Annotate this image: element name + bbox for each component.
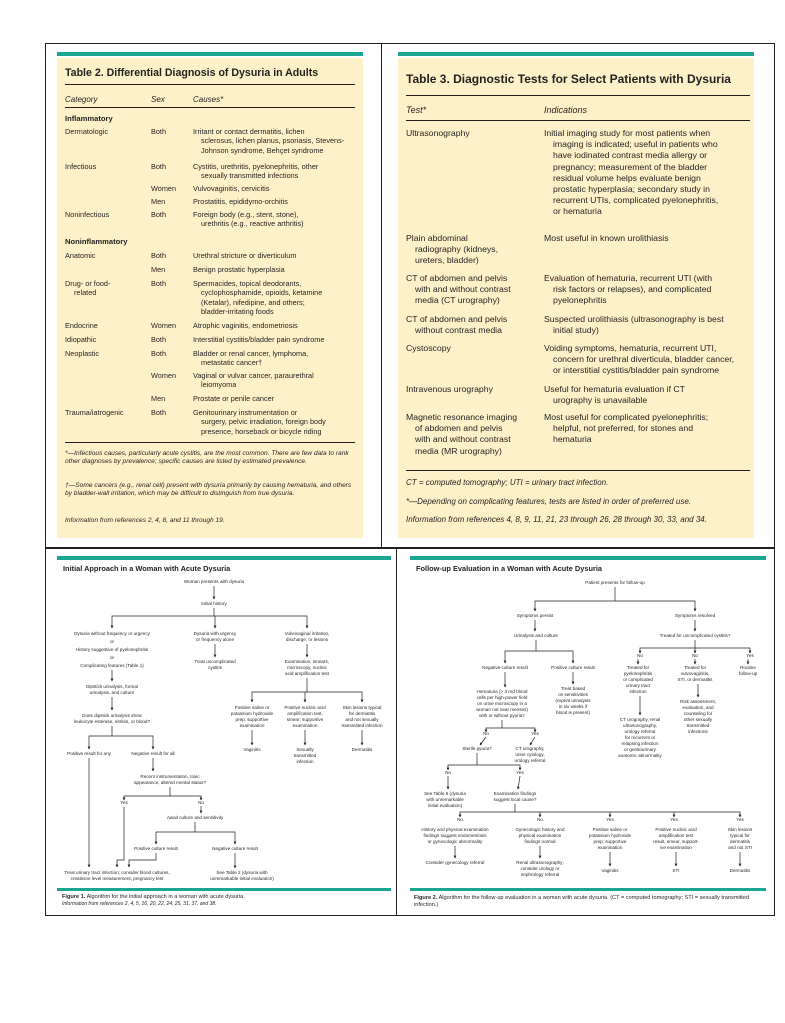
flowchart-node-label: potassium hydroxide (230, 711, 274, 716)
table3-footnote-3: Information from references 4, 8, 9, 11, 21, 23 through 26, 28 through 30, 33, and 34. (406, 515, 707, 524)
flowchart-node-label: anatomic abnormality (618, 753, 662, 758)
flowchart-node-label: pyelonephritis (623, 671, 653, 676)
flowchart-node-label: Skin lesions typical (342, 705, 382, 710)
flowchart-node-label: for recurrent or (624, 735, 656, 740)
flowchart-node-label: Treat uncomplicated (194, 659, 236, 664)
flowchart-node-label: No (483, 731, 489, 736)
flowchart-node-label: and not sexually (345, 717, 379, 722)
table2-bottom-rule (65, 442, 355, 443)
flowchart-node-label: dermatitis (730, 839, 750, 844)
flowchart-node-label: See Table 5 (dysuria (424, 791, 466, 796)
flowchart-node-label: Await culture and sensitivity (166, 815, 224, 820)
flowchart-node-label: urinalysis, and culture (89, 690, 135, 695)
table2-header-category: Category (65, 95, 98, 104)
flowchart-node-label: Examination findings (493, 791, 537, 796)
flowchart-node-label: Positive nucleic acid (284, 705, 326, 710)
flowchart-node-label: Yes (746, 653, 754, 658)
flowchart-node-label: suggest local cause? (493, 797, 537, 802)
table3-footnote-1: CT = computed tomography; UTI = urinary tract infection. (406, 478, 609, 487)
flowchart-node-label: Patient presents for follow-up (585, 580, 645, 585)
flowchart-node-label: for dermatitis (348, 711, 376, 716)
flowchart-node-label: Positive result for any (67, 751, 111, 756)
bottom-divider (396, 548, 397, 916)
flowchart-node-label: Sexually (296, 747, 314, 752)
table3: Table 3. Diagnostic Tests for Select Patients with Dysuria Test* Indications Ultrasonography Initial imaging study for most patients when imaging is indicated; useful in patients who have iodinated contrast media allergy or pregnancy; measurement of the bladder residual volume helps evaluate benign prostatic hyperplasia; secondary study in recurrent UTIs, complicated pyelonephritis, or hematuria Plain abdominal radiography (kidneys, ureters, bladder) Most useful in known urolithiasis CT of abdomen and pelvis with and without contrast media (CT urography) Evaluation of hematuria, recurrent UTI (with risk factors or relapses), and complicated pyelonephritis CT of abdomen and pelvis without contrast media Suspected urolithiasis (ultrasonography is best initial study) Cystoscopy Voiding symptoms, hematuria, recurrent UTI, concern for urethral diverticula, bladder cancer, or interstitial cystitis/bladder pain syndrome Intravenous urography Useful for hematuria evaluation if CT urography is unavailable Magnetic resonance imaging of abdomen and pelvis with and without contrast media (MR urography) Most useful for complicated pyelonephritis; helpful, not preferred, for stones and hematuria CT = computed tomography; UTI = urinary tract infection. *—Depending on complicating features, tests are listed in order of preferred use. Information from references 4, 8, 9, 11, 21, 23 through 26, 28 through 30, 33, and 34. (398, 58, 754, 538)
flowchart-node-label: Vulvovaginal irritation, (284, 631, 330, 636)
flowchart-node-label: Initial history (201, 601, 227, 606)
flowchart-node-label: nephrology referral (520, 872, 560, 877)
flowchart-node-label: Treated for uncomplicated cystitis? (659, 633, 731, 638)
figure1-flowchart (57, 560, 391, 890)
flowchart-node-label: Yes (531, 731, 539, 736)
flowchart-node-label: See Table 2 (dysuria with (216, 870, 268, 875)
flowchart-node-label: findings normal (524, 839, 556, 844)
flowchart-node-label: Treat based (560, 686, 586, 691)
flowchart-node-label: Negative culture result (212, 846, 258, 851)
flowchart-node-label: Negative culture result (482, 665, 528, 670)
flowchart-node-label: History suggestive of pyelonephritis (75, 647, 149, 652)
flowchart-node-label: CT urography, (515, 746, 545, 751)
table3-title-rule (406, 95, 750, 96)
table3-header-test: Test* (406, 105, 427, 115)
flowchart-node-label: or (109, 639, 115, 644)
flowchart-node-label: physical examination (518, 833, 562, 838)
flowchart-node-label: Skin lesions (727, 827, 753, 832)
flowchart-node-label: and not STI (728, 845, 752, 850)
table3-header-indications: Indications (544, 105, 588, 115)
flowchart-node-label: Yes (736, 817, 744, 822)
table3-footnote-2: *—Depending on complicating features, tests are listed in order of preferred use. (406, 497, 692, 506)
flowchart-node-label: infection (296, 759, 314, 764)
flowchart-node-label: Complicating features (Table 1) (80, 663, 144, 668)
flowchart-node-label: Dysuria with urgency (193, 631, 237, 636)
flowchart-node-label: counseling for (683, 711, 713, 716)
flowchart-node-label: Routine (740, 665, 756, 670)
flowchart-node-label: smear; supportive (286, 717, 324, 722)
flowchart-node-label: typical for (730, 833, 750, 838)
flowchart-node-label: STI (672, 868, 680, 873)
flowchart-node-label: examination (292, 723, 318, 728)
flowchart-node-label: on sensitivities (558, 692, 588, 697)
flowchart-node-label: Yes (670, 817, 678, 822)
figure1-caption: Figure 1. Algorithm for the initial approach in a woman with acute dysuria. Information from references 2, 4, 5, 16, 20, 22, 24, 25, 31, 37, and 38. (62, 894, 245, 907)
flowchart-node-label: follow-up (738, 671, 758, 676)
flowchart-node-label: STI, or dermatitis (677, 677, 713, 682)
table3-title: Table 3. Diagnostic Tests for Select Patients with Dysuria (406, 72, 731, 86)
figure2-caption: Figure 2. Algorithm for the follow-up evaluation in a woman with acute dysuria. (CT = computed tomography; STI = sexually transmitted infection.) (414, 895, 750, 908)
table2-section-inflammatory: Inflammatory (65, 114, 113, 123)
flowchart-node-label: appearance, altered mental status? (133, 780, 207, 785)
flowchart-node-label: Negative result for all (131, 751, 175, 756)
flowchart-node-label: amplification test (658, 833, 694, 838)
flowchart-node-label: No (637, 653, 643, 658)
table3-bottom-rule (406, 470, 750, 471)
flowchart-node-label: discharge, or lesions (285, 637, 329, 642)
flowchart-node-label: potassium hydroxide (588, 833, 632, 838)
flowchart-node-label: transmitted (293, 753, 317, 758)
flowchart-node-label: acid amplification test (285, 671, 329, 676)
flowchart-node-label: No (457, 817, 463, 822)
flowchart-node-label: in six weeks if (558, 704, 588, 709)
flowchart-node-label: Consider gynecology referral (425, 860, 485, 865)
flowchart-node-label: Dysuria without frequency or urgency (74, 631, 150, 636)
flowchart-node-label: amplification test, (287, 711, 323, 716)
flowchart-node-label: examination (597, 845, 623, 850)
flowchart-node-label: blood is present) (556, 710, 590, 715)
flowchart-node-label: other sexually (683, 717, 713, 722)
flowchart-node-label: Treat urinary tract infection; consider blood cultures, (64, 870, 170, 875)
flowchart-node-label: Vaginitis (601, 868, 619, 873)
flowchart-node-label: Dermatitis (729, 868, 751, 873)
flowchart-node-label: Treated for (683, 665, 707, 670)
flowchart-node-label: Positive saline or (234, 705, 270, 710)
flowchart-node-label: infections (688, 729, 708, 734)
flowchart-node-label: Positive culture result (134, 846, 178, 851)
table2: Table 2. Differential Diagnosis of Dysuria in Adults Category Sex Causes* Inflammatory Dermatologic Both Irritant or contact dermatitis, lichen sclerosus, lichen planus, psoriasis, Stevens- Johnson syndrome, Behçet syndrome Infectious Both Cystitis, urethritis, pyelonephritis, other sexually transmitted infections Women Vulvovaginitis, cervicitis Men Prostatitis, epididymo-orchitis Noninfectious Both Foreign body (e.g., stent, stone), urethritis (e.g., reactive arthritis) Noninflammatory Anatomic Both Urethral stricture or diverticulum Men Benign prostatic hyperplasia Drug- or food- related Both Spermacides, topical deodorants, cyclophosphamide, opioids, ketamine (Ketalar), nifedipine, and others; bladder-irritating foods Endocrine Women Atrophic vaginitis, endometriosis Idiopathic Both Interstitial cystitis/bladder pain syndrome Neoplastic Both Bladder or renal cancer, lymphoma, metastatic cancer† Women Vaginal or vulvar cancer, paraurethral leiomyoma Men Prostate or penile cancer Trauma/iatrogenic Both Genitourinary instrumentation or surgery, pelvic irradiation, foreign body presence, horseback or bicycle riding *—Infectious causes, particularly acute cystitis, are the most common. There are few data to rank other diagnoses by prevalence; specific causes are listed by estimated prevalence. †—Some cancers (e.g., renal cell) present with dysuria primarily by causing hematuria, and others by bladder-wall irritation, which may be difficult to distinguish from true dysuria. Information from references 2, 4, 8, and 11 through 19. (57, 58, 363, 538)
top-divider (381, 43, 382, 548)
table2-title-rule (65, 84, 355, 85)
flowchart-node-label: cells per high-power field (476, 695, 528, 700)
flowchart-node-label: or genitourinary (624, 747, 656, 752)
figure1 (57, 560, 391, 890)
flowchart-node-label: prep; supportive (593, 839, 627, 844)
flowchart-node-label: on urine microscopy in a (477, 701, 527, 706)
flowchart-node-label: initial evaluation) (427, 803, 463, 808)
flowchart-node-label: Yes (516, 770, 524, 775)
table3-header-rule (406, 120, 750, 121)
flowchart-node-label: Woman presents with dysuria (183, 579, 245, 584)
figure1-title: Initial Approach in a Woman with Acute Dysuria (63, 564, 231, 573)
flowchart-node-label: urology referral (624, 729, 656, 734)
flowchart-node-label: Positive nucleic acid (655, 827, 697, 832)
table2-footnote-2: †—Some cancers (e.g., renal cell) present with dysuria primarily by causing hematuria, and others by bladder-wall irritation, which may be difficult to distinguish from true dysuria. (65, 482, 352, 498)
flowchart-node-label: examination (239, 723, 265, 728)
flowchart-node-label: Vaginitis (243, 747, 261, 752)
flowchart-node-label: urinary tract (625, 683, 651, 688)
flowchart-node-label: No (198, 800, 204, 805)
flowchart-node-label: Sterile pyuria? (462, 746, 492, 751)
flowchart-node-label: creatinine level measurement, pregnancy test (70, 876, 164, 881)
figure2-title: Follow-up Evaluation in a Woman with Acute Dysuria (416, 564, 603, 573)
flowchart-node-label: transmitted infection (341, 723, 383, 728)
flowchart-node-label: ultrasonography, (623, 723, 657, 728)
flowchart-node-label: Hematuria (> 3 red blood (476, 689, 528, 694)
flowchart-node-label: leukocyte esterase, nitrites, or blood? (73, 719, 151, 724)
flowchart-node-label: infection (629, 689, 647, 694)
table2-header-sex: Sex (151, 95, 165, 104)
table3-accent-bar (398, 52, 754, 56)
flowchart-node-label: History and physical examination (421, 827, 489, 832)
flowchart-node-label: ive examination (660, 845, 692, 850)
flowchart-node-label: Symptoms resolved (674, 613, 716, 618)
flowchart-node-label: (repeat urinalysis (555, 698, 591, 703)
flowchart-node-label: or complicated (623, 677, 653, 682)
flowchart-node-label: Dermatitis (351, 747, 373, 752)
flowchart-node-label: evaluation, and (682, 705, 714, 710)
flowchart-node-label: Positive saline or (592, 827, 628, 832)
flowchart-node-label: Risk assessment, (680, 699, 716, 704)
flowchart-node-label: Does dipstick urinalysis show (82, 713, 142, 718)
flowchart-node-label: CT urography, renal (619, 717, 661, 722)
table2-header-causes: Causes* (193, 95, 224, 104)
flowchart-node-label: Treated for (626, 665, 650, 670)
flowchart-node-label: urology referral (514, 758, 546, 763)
table2-footnote-3: Information from references 2, 4, 8, and 11 through 19. (65, 517, 225, 524)
flowchart-node-label: transmitted (686, 723, 710, 728)
flowchart-node-label: Symptoms persist (516, 613, 554, 618)
flowchart-node-label: microscopy, nucleic (287, 665, 327, 670)
flowchart-node-label: Gynecologic history and (515, 827, 565, 832)
flowchart-node-label: Positive culture result (551, 665, 595, 670)
flowchart-node-label: or (109, 655, 115, 660)
flowchart-node-label: Yes (120, 800, 128, 805)
flowchart-node-label: with unremarkable (426, 797, 464, 802)
flowchart-node-label: Dipstick urinalysis, formal (86, 684, 138, 689)
figure2-flowchart (410, 560, 766, 890)
flowchart-node-label: with or without pyuria? (479, 713, 525, 718)
flowchart-node-label: relapsing infection (621, 741, 659, 746)
flowchart-node-label: No (445, 770, 451, 775)
table2-header-rule (65, 107, 355, 108)
flowchart-node-label: Yes (606, 817, 614, 822)
flowchart-node-label: No (537, 817, 543, 822)
flowchart-node-label: or gynecologic abnormality (427, 839, 483, 844)
flowchart-node-label: prep; supportive (235, 717, 269, 722)
figure2 (410, 560, 766, 890)
flowchart-node-label: Urinalysis and culture (514, 633, 558, 638)
flowchart-node-label: Examination, smears, (284, 659, 330, 664)
figure1-accent-bar-bottom (57, 888, 391, 891)
table2-title: Table 2. Differential Diagnosis of Dysuria in Adults (65, 67, 319, 79)
table2-accent-bar (57, 52, 363, 56)
figure2-accent-bar-bottom (410, 888, 766, 891)
table2-footnote-1: *—Infectious causes, particularly acute cystitis, are the most common. There are few data to rank other diagnoses by prevalence; specific causes are listed by estimated prevalence. (65, 450, 349, 466)
flowchart-node-label: or frequency alone (195, 637, 235, 642)
flowchart-node-label: findings suggest endometriosis (423, 833, 487, 838)
flowchart-node-label: cystitis (208, 665, 222, 670)
flowchart-node-label: urine cytology, (515, 752, 545, 757)
flowchart-node-label: No (692, 653, 698, 658)
flowchart-node-label: woman not near menses) (476, 707, 528, 712)
flowchart-node-label: consider urology or (520, 866, 560, 871)
flowchart-node-label: Renal ultrasonography; (516, 860, 564, 865)
table2-section-noninflammatory: Noninflammatory (65, 237, 128, 246)
flowchart-node-label: vulvovaginitis, (680, 671, 710, 676)
flowchart-node-label: Recent instrumentation, toxic (140, 774, 200, 779)
flowchart-node-label: unremarkable initial evaluation) (210, 876, 274, 881)
flowchart-node-label: result, smear, support- (653, 839, 699, 844)
